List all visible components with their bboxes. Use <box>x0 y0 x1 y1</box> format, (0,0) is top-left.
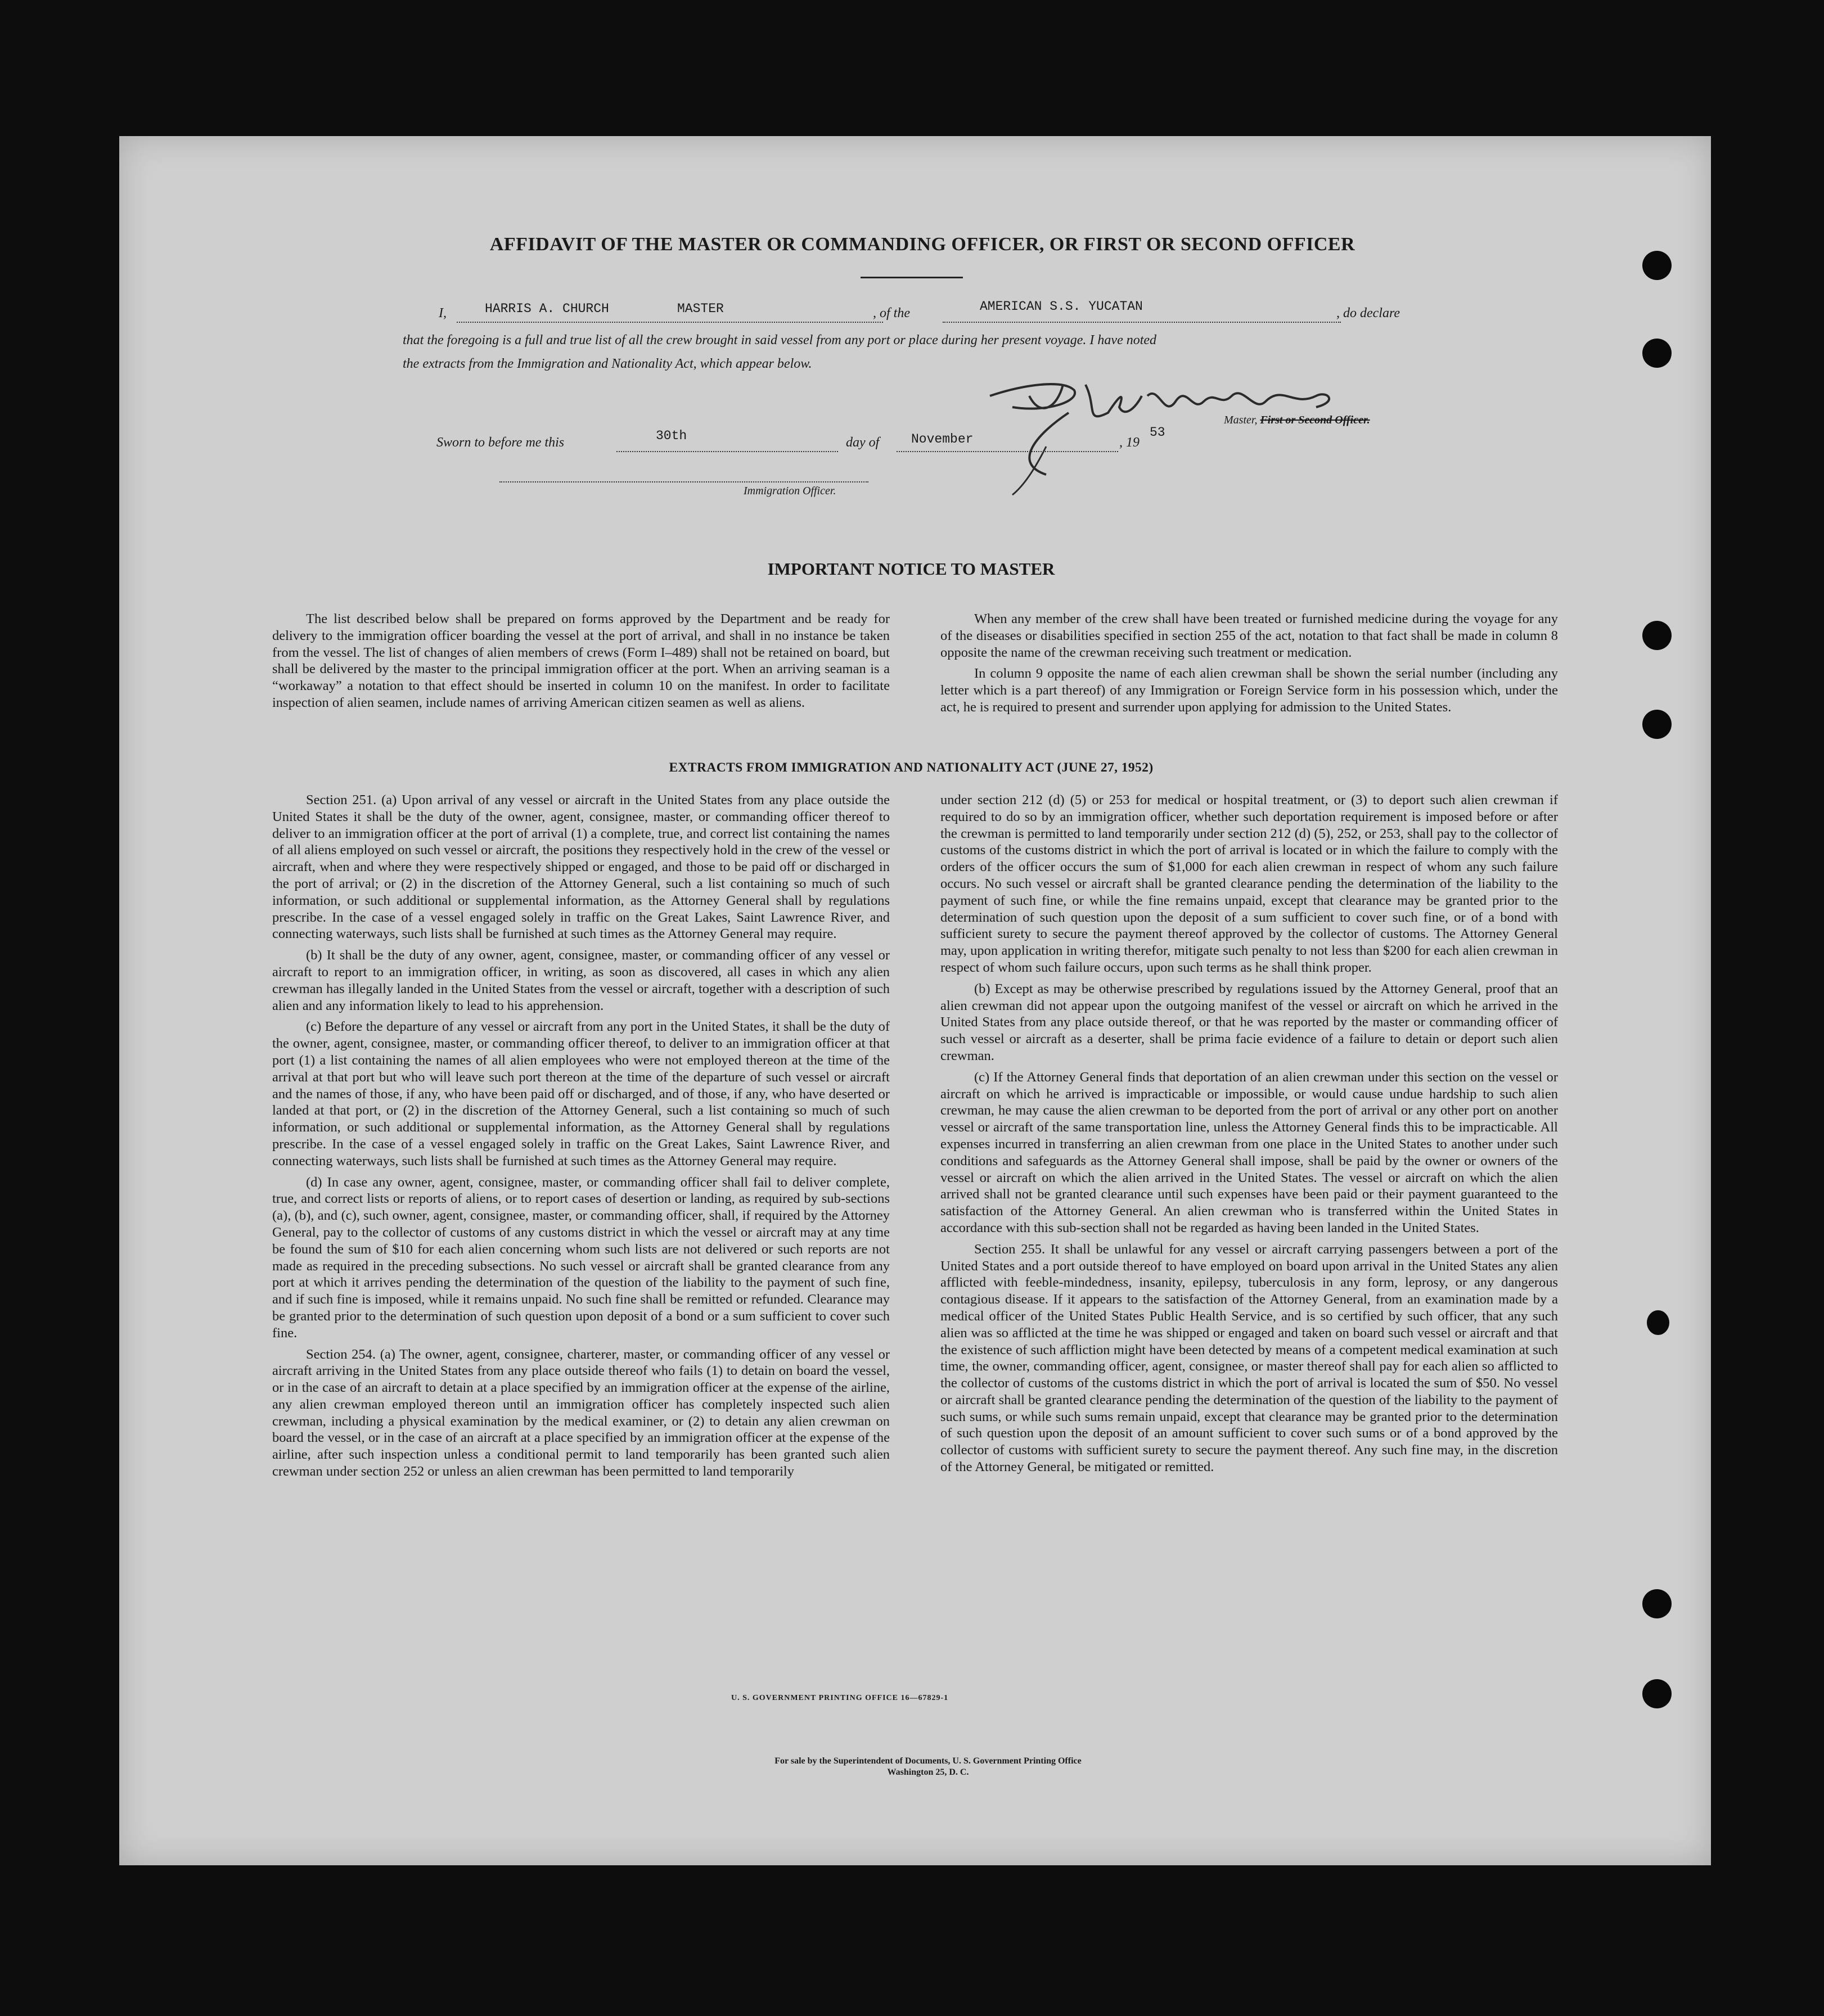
punch-hole <box>1642 710 1672 739</box>
extract-right-paragraph: under section 212 (d) (5) or 253 for medical or hospital treatment, or (3) to deport such alien crewman if required to do so by an immigration officer, whether such deportation requirement is imposed before or after the crewman is permitted to land temporarily under section 212 (d) (5), 252, or 253, shall pay to the collector of customs of the customs district in which the port of arrival is located or in which the failure to comply with the orders of the officer occurs the sum of $1,000 for each alien crewman in respect of whom any such failure occurs. No such vessel or aircraft shall be granted clearance pending the determination of the liability to the payment of such fine, or while the fine remains unpaid, except that clearance may be granted prior to the determination of such question upon the deposit of a sum sufficient to cover such fine, or of a bond with sufficient surety to secure the payment thereof approved by the collector of customs. The Attorney General may, upon application in writing therefor, mitigate such penalty to not less than $200 for each alien crewman in respect of whom such failure occurs, upon such terms as he shall think proper. <box>940 792 1558 975</box>
notice-left-paragraph: The list described below shall be prepared on forms approved by the Department and be ready for delivery to the immigration officer boarding the vessel at the port of arrival, and shall in no instance be taken from the vessel. The list of changes of alien members of crews (Form I–489) shall not be retained on board, but shall be delivered by the master to the principal immigration officer at the port. When an arriving seaman is a “workaway” a notation to that effect should be inserted in column 10 on the manifest. In order to facilitate inspection of alien seamen, include names of arriving American citizen seamen as well as aliens. <box>272 611 890 710</box>
struck-officer-text: First or Second Officer. <box>1260 414 1370 426</box>
sworn-day: 30th <box>656 429 687 443</box>
i-label: I, <box>439 306 447 321</box>
extract-left-paragraph: (b) It shall be the duty of any owner, agent, consignee, master, or commanding officer of any vessel or aircraft to report to an immigration officer, in writing, as soon as discovered, all cases in which any alien crewman has illegally landed in the United States from the vessel or aircraft, together with a description of such alien and any information likely to lead to his apprehension. <box>272 948 890 1013</box>
extract-right-paragraph: (b) Except as may be otherwise prescribed by regulations issued by the Attorney General, proof that an alien crewman did not appear upon the outgoing manifest of the vessel or aircraft on which he arrived in the United States from any place outside thereof, or that he was reported by the master or commanding officer of such vessel or aircraft as a deserter, shall be prima facie evidence of a failure to detain or deport such alien crewman. <box>940 981 1558 1063</box>
notice-right-paragraph-2: In column 9 opposite the name of each alien crewman shall be shown the serial number (including any letter which is a part thereof) of any Immigration or Foreign Service form in his possession which, under the act, he is required to present and surrender upon applying for admission to the United States. <box>940 666 1558 715</box>
sale-notice <box>562 1756 1294 1778</box>
master-name-line <box>457 322 883 323</box>
declaration-line-3: the extracts from the Immigration and Nationality Act, which appear below. <box>403 357 812 371</box>
immigration-officer-caption: Immigration Officer. <box>744 485 836 497</box>
extract-right-paragraph: Section 255. It shall be unlawful for any vessel or aircraft carrying passengers between a port of the United States and a port outside thereof to have employed on board upon arrival in the United States any alien afflicted with feeble-mindedness, insanity, epilepsy, tuberculosis in any form, leprosy, or any dangerous contagious disease. If it appears to the satisfaction of the Attorney General, from an examination made by a medical officer of the United States Public Health Service, and is so certified by such officer, that any such alien was so afflicted at the time he was shipped or engaged and taken on board such vessel or aircraft and that the existence of such affliction might have been detected by means of a competent medical examination at such time, the owner, commanding officer, agent, consignee, or master thereof shall pay for each alien so afflicted to the collector of customs of the customs district in which the port of arrival is located the sum of $50. No vessel or aircraft shall be granted clearance pending the determination of the question of the liability to the payment of such sums, or while such sums remain unpaid, except that clearance may be granted prior to the determination of such question upon the deposit of an amount sufficient to cover such sums or of a bond approved by the collector of customs with sufficient surety to secure the payment thereof. Any such fine may, in the discretion of the Attorney General, be mitigated or remitted. <box>940 1241 1558 1475</box>
notice-title: IMPORTANT NOTICE TO MASTER <box>767 559 1055 579</box>
punch-hole <box>1647 1310 1669 1335</box>
punch-hole <box>1642 621 1672 650</box>
extracts-right-column <box>940 792 1558 1480</box>
extracts-left-column <box>272 792 890 1485</box>
vessel-name: AMERICAN S.S. YUCATAN <box>980 299 1143 314</box>
punch-hole <box>1642 251 1672 280</box>
sale-line-1: For sale by the Superintendent of Documents, U. S. Government Printing Office <box>774 1756 1082 1766</box>
master-name: HARRIS A. CHURCH <box>485 301 609 316</box>
year-prefix: , 19 <box>1119 435 1140 450</box>
sworn-label: Sworn to before me this <box>436 435 565 450</box>
vessel-line <box>943 322 1341 323</box>
day-of-label: day of <box>846 435 880 450</box>
extract-left-paragraph: Section 254. (a) The owner, agent, consignee, charterer, master, or commanding officer of any vessel or aircraft arriving in the United States from any place outside thereof who fails (1) to detain on board the vessel, or in the case of an aircraft to detain at a place specified by an immigration officer at the expense of the airline, any alien crewman employed thereon until an immigration officer has completely inspected such alien crewman, including a physical examination by the medical examiner, or (2) to detain any alien crewman on board the vessel, or in the case of an aircraft at a place specified by an immigration officer at the expense of the airline, after such inspection unless a conditional permit to land temporarily has been granted such alien crewman under section 252 or unless an alien crewman has been permitted to land temporarily <box>272 1346 890 1480</box>
master-caption-label: Master, <box>1224 414 1258 426</box>
notice-right-column <box>940 611 1558 720</box>
notice-left-column <box>272 611 890 716</box>
master-caption <box>1224 414 1370 427</box>
sworn-month: November <box>911 432 974 447</box>
sale-line-2: Washington 25, D. C. <box>887 1767 969 1777</box>
sworn-month-line <box>897 451 1118 452</box>
immigration-officer-line <box>499 481 868 482</box>
extracts-title: EXTRACTS FROM IMMIGRATION AND NATIONALITY ACT (JUNE 27, 1952) <box>669 760 1154 775</box>
extract-left-paragraph: Section 251. (a) Upon arrival of any vessel or aircraft in the United States from any place outside the United States it shall be the duty of the owner, agent, consignee, master, or commanding officer thereof to deliver to an immigration officer at the port of arrival (1) a complete, true, and correct list containing the names of all aliens employed on such vessel or aircraft, the positions they respectively hold in the crew of the vessel or aircraft, when and where they were respectively shipped or engaged, and those to be paid off or discharged in the port of arrival; or (2) in the discretion of the Attorney General, such a list containing so much of such information, or such additional or supplemental information, as the Attorney General shall by regulations prescribe. In the case of a vessel engaged solely in traffic on the Great Lakes, Saint Lawrence River, and connecting waterways, such lists shall be furnished at such times as the Attorney General may require. <box>272 792 890 942</box>
punch-hole <box>1642 1679 1672 1708</box>
printing-office-line: U. S. GOVERNMENT PRINTING OFFICE 16—67829-1 <box>731 1694 949 1702</box>
extract-left-paragraph: (d) In case any owner, agent, consignee, master, or commanding officer shall fail to deliver complete, true, and correct lists or reports of aliens, or to report cases of desertion or landing, as required by sub-sections (a), (b), and (c), such owner, agent, consignee, master, or commanding officer, shall, if required by the Attorney General, pay to the collector of customs of any customs district in which the vessel or aircraft may at any time be found the sum of $10 for each alien concerning whom such lists are not delivered or such reports are not made as required in the preceding subsections. No such vessel or aircraft shall be granted clearance from any port at which it arrives pending the determination of the question of the liability to the payment of such fine, and if such fine is imposed, while it remains unpaid. No such fine shall be remitted or refunded. Clearance may be granted prior to the determination of such question upon deposit of a bond or a sum sufficient to cover such fine. <box>272 1174 890 1341</box>
do-declare-label: , do declare <box>1336 306 1400 321</box>
punch-hole <box>1642 339 1672 368</box>
extract-left-paragraph: (c) Before the departure of any vessel or aircraft from any port in the United States, it shall be the duty of the owner, agent, consignee, master, or commanding officer thereof, to deliver to an immigration officer at that port (1) a list containing the names of all alien employees who were not employed thereon at the time of the arrival at that port but who will leave such port thereon at the time of the departure of such vessel or aircraft and the names of those, if any, who have been paid off or discharged, and of those, if any, who have deserted or landed at that port, or (2) in the discretion of the Attorney General, such a list containing so much of such information, or such additional or supplemental information, as the Attorney General shall by regulations prescribe. In the case of a vessel engaged solely in traffic on the Great Lakes, Saint Lawrence River, and connecting waterways, such lists shall be furnished at such times as the Attorney General may require. <box>272 1019 890 1169</box>
of-the-label: , of the <box>873 306 910 321</box>
affidavit-title: AFFIDAVIT OF THE MASTER OR COMMANDING OFFICER, OR FIRST OR SECOND OFFICER <box>489 234 1355 255</box>
sworn-day-line <box>616 451 838 452</box>
notice-right-paragraph-1: When any member of the crew shall have been treated or furnished medicine during the voyage for any of the diseases or disabilities specified in section 255 of the act, notation to that fact shall be made in column 8 opposite the name of the crewman receiving such treatment or medication. <box>940 611 1558 660</box>
master-signature <box>979 362 1384 497</box>
extract-right-paragraph: (c) If the Attorney General finds that deportation of an alien crewman under this section on the vessel or aircraft on which he arrived is impracticable or impossible, or would cause undue hardship to such alien crewman, he may cause the alien crewman to be deported from the port of arrival or any other port on another vessel or aircraft of the same transportation line, unless the Attorney General finds this to be impracticable. All expenses incurred in transferring an alien crewman from one place in the United States to another under such conditions and safeguards as the Attorney General shall impose, shall be paid by the owner or owners of the vessel or aircraft on which the alien arrived in the United States. The vessel or aircraft on which the alien arrived shall not be granted clearance until such expenses have been paid or their payment guaranteed to the satisfaction of the Attorney General. An alien crewman who is transferred within the United States in accordance with this sub-section shall not be regarded as having been landed in the United States. <box>940 1069 1558 1235</box>
punch-hole <box>1642 1589 1672 1618</box>
title-underline <box>861 277 963 278</box>
sworn-year: 53 <box>1150 425 1165 440</box>
master-rank: MASTER <box>677 301 724 316</box>
declaration-line-2: that the foregoing is a full and true list of all the crew brought in said vessel from any port or place during her present voyage. I have noted <box>403 333 1157 348</box>
